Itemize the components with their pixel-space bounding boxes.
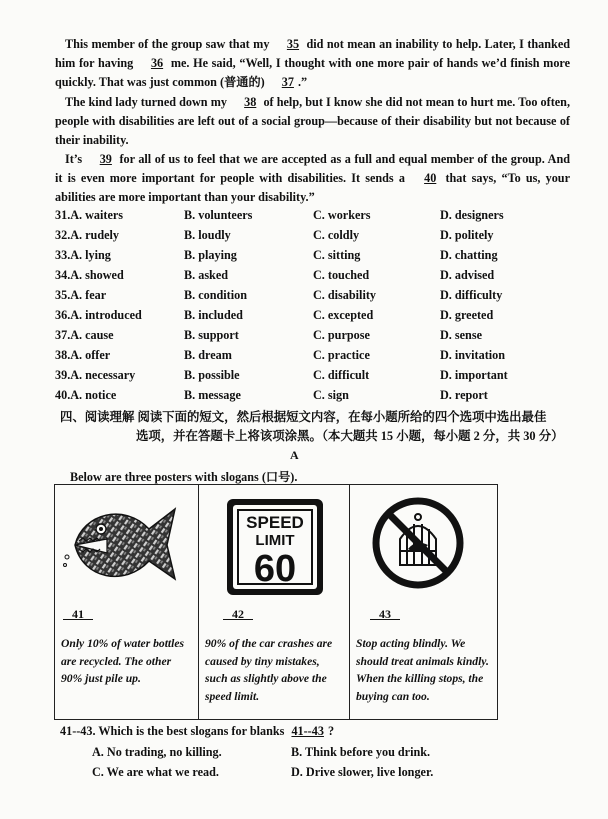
passage-text: that says, “To us, your abilities are more important than your disability.” <box>55 171 570 205</box>
question-row <box>55 388 575 408</box>
choice-b: B. loudly <box>184 228 231 242</box>
choice-a: 36.A. introduced <box>55 308 142 322</box>
choice-d: D. designers <box>440 208 504 222</box>
choice-c: C. purpose <box>313 328 370 342</box>
choice-d: D. greeted <box>440 308 494 322</box>
choice-c: C. difficult <box>313 368 370 382</box>
blank-35: 35 <box>286 37 300 51</box>
question-row <box>55 268 575 288</box>
question-row <box>55 208 575 228</box>
poster-3 <box>350 485 497 719</box>
choice-b: B. possible <box>184 368 240 382</box>
question-row <box>55 228 575 248</box>
choice-a: 38.A. offer <box>55 348 111 362</box>
choice-b: B. condition <box>184 288 247 302</box>
choice-b: B. playing <box>184 248 237 262</box>
question-row <box>55 328 575 348</box>
choice-d: D. report <box>440 388 488 402</box>
option-c: C. We are what we read. <box>92 765 219 779</box>
question-row <box>55 368 575 388</box>
choice-a: 37.A. cause <box>55 328 114 342</box>
choice-c: C. disability <box>313 288 376 302</box>
passage-text: for all of us to feel that we are accepted as a full and equal member of the group. And it is even more important for people with disabilities. It sends a <box>55 152 571 186</box>
choice-c: C. coldly <box>313 228 360 242</box>
sign-number-text: 60 <box>253 548 297 590</box>
question-row <box>55 308 575 328</box>
passage-text: It’s <box>65 152 83 166</box>
choice-a: 33.A. lying <box>55 248 111 262</box>
choice-a: 40.A. notice <box>55 388 117 402</box>
poster-2-blank: 42 <box>232 607 244 621</box>
option-a: A. No trading, no killing. <box>92 745 222 759</box>
question-row <box>55 348 575 368</box>
choice-c: C. excepted <box>313 308 374 322</box>
question-mark: ? <box>327 724 335 738</box>
choice-a: 31.A. waiters <box>55 208 124 222</box>
passage-text: The kind lady turned down my <box>65 95 227 109</box>
choice-c: C. sitting <box>313 248 361 262</box>
passage-text: .” <box>297 75 308 90</box>
poster-1-blank: 41 <box>72 607 84 621</box>
choice-d: D. advised <box>440 268 495 282</box>
poster-3-blank: 43 <box>379 607 391 621</box>
fish-made-of-bottles-icon <box>63 499 191 591</box>
blank-40: 40 <box>424 171 437 186</box>
section-instruction-line-1: 四、阅读理解 阅读下面的短文，然后根据短文内容，在每小题所给的四个选项中选出最佳 <box>60 410 547 424</box>
blank-36: 36 <box>150 56 164 71</box>
poster-intro: Below are three posters with slogans (口号). <box>70 470 298 484</box>
poster-2-caption: 90% of the car crashes are caused by tiny mistakes, such as slightly above the speed limit. <box>205 637 333 703</box>
question-row <box>55 288 575 308</box>
section-instruction-line-2: 选项，并在答题卡上将该项涂黑。（本大题共 15 小题，每小题 2 分，共 30 分） <box>136 429 564 443</box>
poster-panel <box>54 484 498 720</box>
choice-d: D. sense <box>440 328 482 342</box>
choice-d: D. invitation <box>440 348 506 362</box>
choice-c: C. sign <box>313 388 349 402</box>
poster-2 <box>199 485 350 719</box>
choice-b: B. volunteers <box>184 208 253 222</box>
choice-c: C. workers <box>313 208 371 222</box>
passage-text: me. He said, “Well, I thought with one more pair of hands we’d finish more quickly. That was just common (普通的) <box>55 56 571 90</box>
choice-d: D. important <box>440 368 508 382</box>
question-stem-text: 41--43. Which is the best slogans for blanks <box>60 724 285 738</box>
speed-limit-sign-icon <box>225 497 325 597</box>
passage-paragraph-3 <box>55 150 570 208</box>
choice-b: B. included <box>184 308 243 322</box>
option-d: D. Drive slower, live longer. <box>291 765 434 779</box>
choice-d: D. politely <box>440 228 494 242</box>
choice-a: 35.A. fear <box>55 288 107 302</box>
section-heading <box>60 408 575 446</box>
choice-b: B. asked <box>184 268 229 282</box>
part-label: A <box>290 448 299 462</box>
poster-1 <box>55 485 199 719</box>
choice-c: C. touched <box>313 268 370 282</box>
blank-37: 37 <box>281 75 294 90</box>
choice-a: 39.A. necessary <box>55 368 136 382</box>
choice-b: B. support <box>184 328 239 342</box>
blank-38: 38 <box>244 95 257 109</box>
choice-a: 32.A. rudely <box>55 228 119 242</box>
choice-d: D. chatting <box>440 248 498 262</box>
passage-text: did not mean an inability to help. Later, I thanked him for having <box>55 37 571 71</box>
choice-a: 34.A. showed <box>55 268 124 282</box>
choice-c: C. practice <box>313 348 370 362</box>
poster-1-caption: Only 10% of water bottles are recycled. The other 90% just pile up. <box>61 637 185 685</box>
passage-text: of help, but I know she did not mean to hurt me. Too often, people with disabilities are left out of a social group—because of their disability but not because of their inability. <box>55 95 571 148</box>
blank-39: 39 <box>99 152 112 166</box>
poster-3-caption: Stop acting blindly. We should treat animals kindly. When the killing stops, the buying can too. <box>356 637 489 703</box>
choice-b: B. message <box>184 388 241 402</box>
passage-paragraph-2 <box>55 93 570 151</box>
question-row <box>55 248 575 268</box>
option-b: B. Think before you drink. <box>291 745 431 759</box>
passage-text: This member of the group saw that my <box>65 37 270 51</box>
choice-d: D. difficulty <box>440 288 503 302</box>
blank-41-43: 41--43 <box>291 724 324 738</box>
sign-speed-text: SPEED <box>246 513 304 532</box>
question-41-43-stem <box>60 724 334 739</box>
no-caged-bird-icon <box>370 495 466 591</box>
passage-paragraph-1 <box>55 35 570 93</box>
choice-b: B. dream <box>184 348 232 362</box>
sign-limit-text: LIMIT <box>255 532 295 549</box>
